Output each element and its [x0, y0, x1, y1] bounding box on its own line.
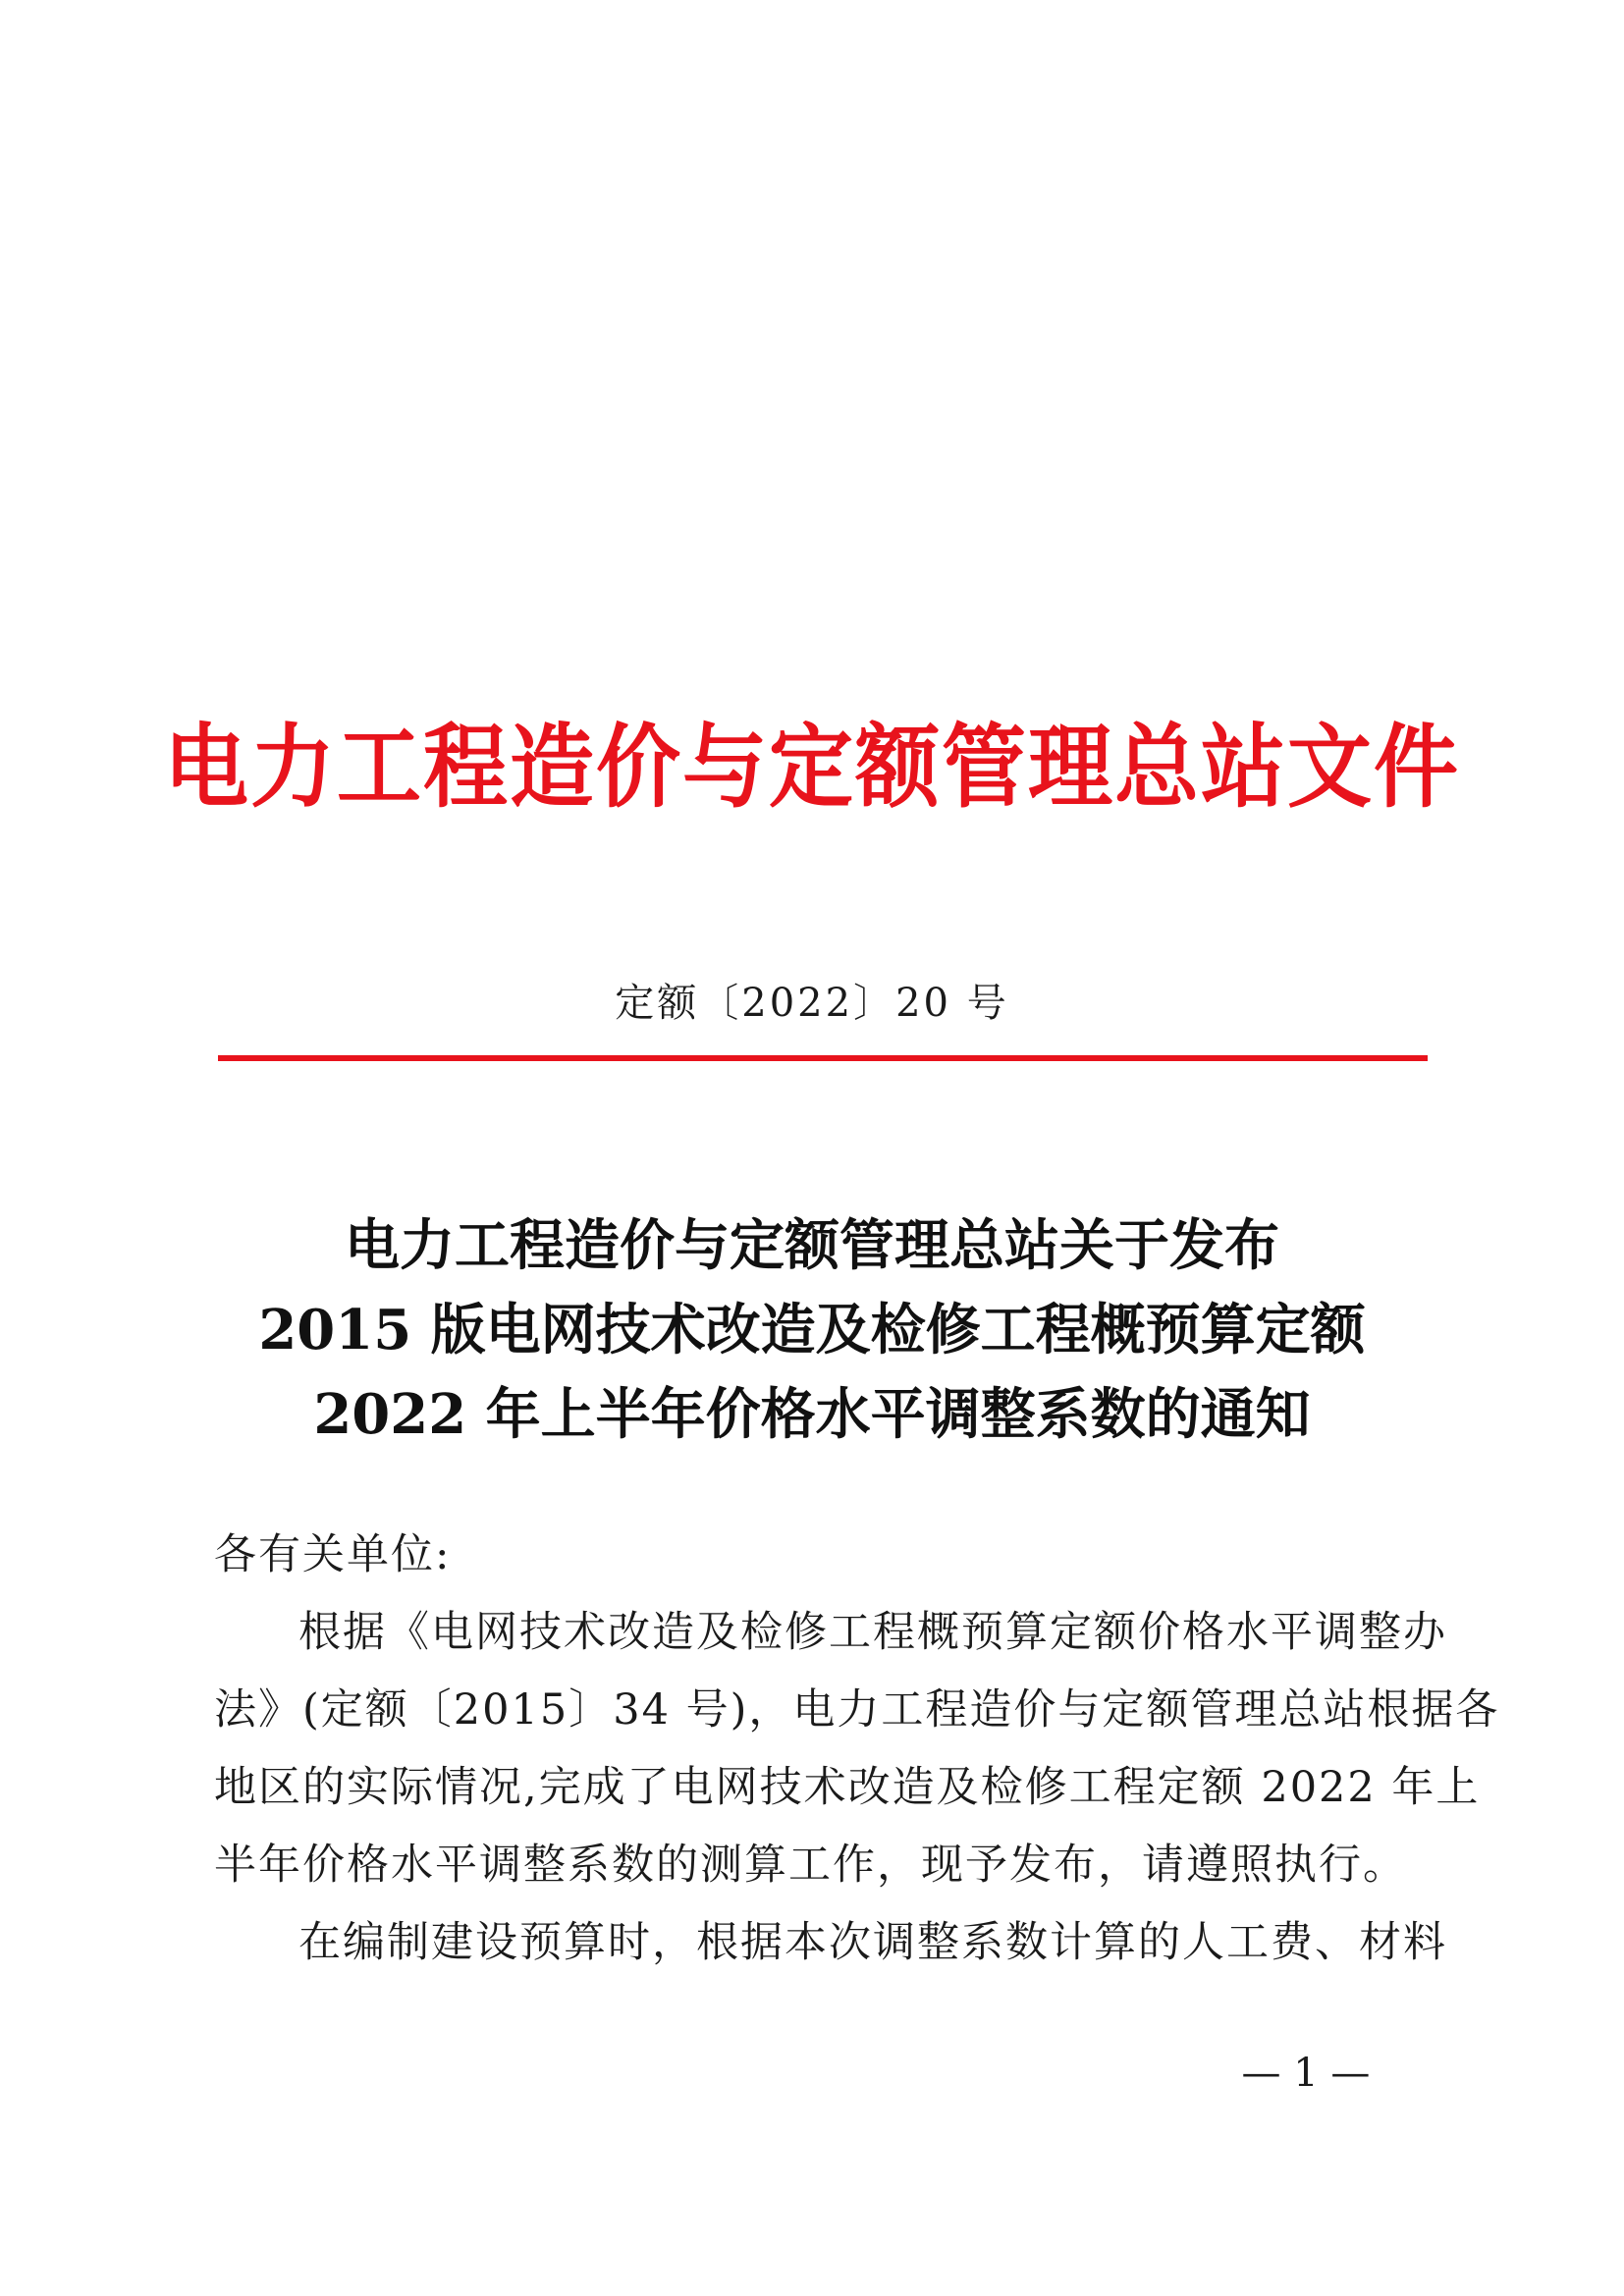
notice-title-line-2: 2015 版电网技术改造及检修工程概预算定额 [258, 1298, 1366, 1362]
notice-title-line-3: 2022 年上半年价格水平调整系数的通知 [313, 1382, 1311, 1447]
org-header-title: 电力工程造价与定额管理总站文件 [164, 713, 1460, 821]
paragraph-1-line-1: 根据《电网技术改造及检修工程概预算定额价格水平调整办 [298, 1608, 1447, 1657]
paragraph-1-line-2: 法》(定额〔2015〕34 号)，电力工程造价与定额管理总站根据各 [214, 1685, 1500, 1735]
salutation: 各有关单位: [214, 1530, 452, 1579]
body-text [214, 1517, 1500, 1982]
paragraph-1-line-3: 地区的实际情况,完成了电网技术改造及检修工程定额 2022 年上 [214, 1763, 1481, 1812]
page-number: — 1 — [1241, 2051, 1371, 2096]
paragraph-1-line-4: 半年价格水平调整系数的测算工作，现予发布，请遵照执行。 [214, 1841, 1407, 1890]
paragraph-2-line-1: 在编制建设预算时，根据本次调整系数计算的人工费、材料 [298, 1918, 1447, 1967]
red-divider-line [218, 1055, 1428, 1061]
notice-title-line-1: 电力工程造价与定额管理总站关于发布 [345, 1213, 1279, 1278]
document-number: 定额〔2022〕20 号 [615, 981, 1009, 1026]
notice-title [0, 1203, 1624, 1457]
